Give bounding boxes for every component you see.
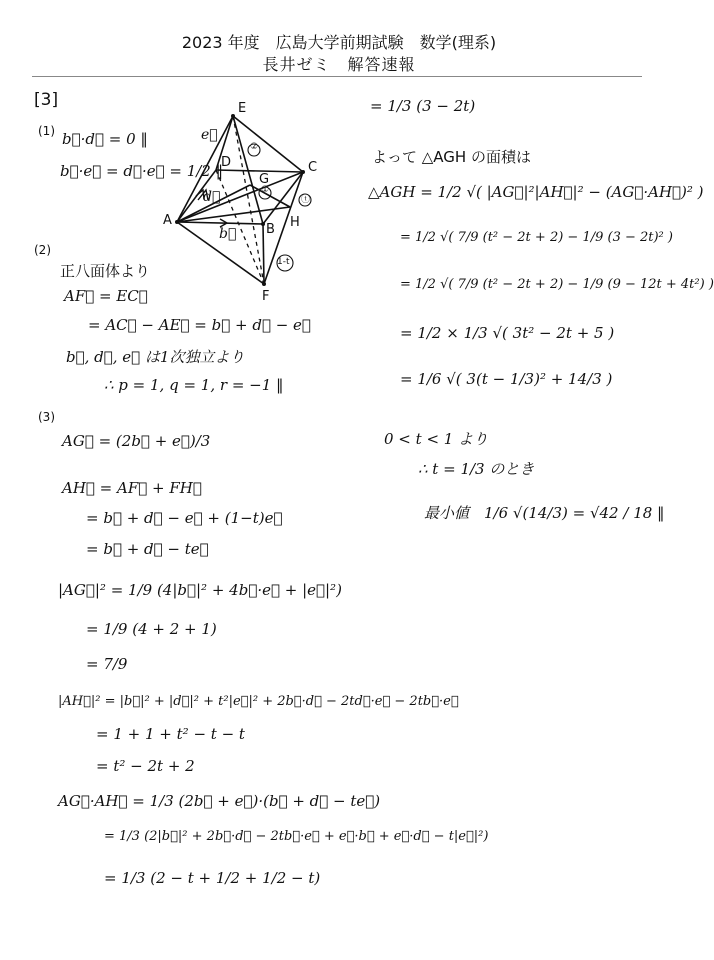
part3-line1: AG⃗ = (2b⃗ + e⃗)/3: [62, 432, 211, 450]
edge-ab: [177, 222, 263, 224]
part2-line2: AF⃗ = EC⃗: [64, 287, 148, 305]
label-g: G: [259, 172, 270, 187]
part1-line1: b⃗·d⃗ = 0 ‖: [62, 130, 148, 148]
part3-line7: = 7/9: [86, 655, 128, 673]
right-line5: = 1/2 √( 7/9 (t² − 2t + 2) − 1/9 (9 − 12t + 4t²) ): [400, 277, 714, 292]
right-line1: = 1/3 (3 − 2t): [370, 97, 476, 115]
part3-line10: = t² − 2t + 2: [96, 757, 195, 775]
label-d: D: [221, 155, 232, 170]
part3-line8: |AH⃗|² = |b⃗|² + |d⃗|² + t²|e⃗|² + 2b⃗·d⃗ − 2td⃗·e⃗ − 2tb⃗·e⃗: [58, 694, 459, 709]
page-title: 2023 年度 広島大学前期試験 数学(理系): [181, 33, 497, 52]
part3-line3: = b⃗ + d⃗ − e⃗ + (1−t)e⃗: [86, 509, 283, 527]
label-vec-d: d⃗: [203, 189, 221, 205]
label-a: A: [163, 213, 172, 228]
label-mark-1: ①: [261, 185, 270, 195]
part2-line5: ∴ p = 1, q = 1, r = −1 ‖: [104, 376, 284, 394]
part3-line4: = b⃗ + d⃗ − te⃗: [86, 540, 209, 558]
vertex-f: [262, 282, 266, 286]
right-line10: 最小値 1/6 √(14/3) = √42 / 18 ‖: [424, 504, 665, 522]
label-mark-t: ⓣ: [301, 195, 311, 205]
right-line4: = 1/2 √( 7/9 (t² − 2t + 2) − 1/9 (3 − 2t)² ): [400, 230, 673, 245]
label-vec-b: b⃗: [219, 226, 237, 242]
label-e: E: [238, 101, 247, 116]
part3-line12: = 1/3 (2|b⃗|² + 2b⃗·d⃗ − 2tb⃗·e⃗ + e⃗·b⃗ + e⃗·d⃗ − t|e⃗|²): [104, 829, 489, 844]
part3-line9: = 1 + 1 + t² − t − t: [96, 725, 245, 743]
part3-label: (3): [38, 410, 55, 424]
problem-number: [3]: [34, 90, 59, 110]
vertex-b: [261, 222, 265, 226]
part3-line11: AG⃗·AH⃗ = 1/3 (2b⃗ + e⃗)·(b⃗ + d⃗ − te⃗): [58, 792, 381, 810]
label-b: B: [266, 222, 275, 237]
right-line9: ∴ t = 1/3 のとき: [418, 460, 535, 478]
label-mark-1t: 1-t: [277, 257, 290, 267]
part1-line2: b⃗·e⃗ = d⃗·e⃗ = 1/2 ‖: [60, 162, 224, 180]
right-line3: △AGH = 1/2 √( |AG⃗|²|AH⃗|² − (AG⃗·AH⃗)² ): [368, 183, 704, 201]
label-c: C: [308, 160, 318, 175]
part2-line4: b⃗, d⃗, e⃗ は1次独立より: [66, 348, 245, 366]
part2-label: (2): [34, 243, 51, 257]
part3-line6: = 1/9 (4 + 2 + 1): [86, 620, 217, 638]
edge-ec: [233, 116, 303, 172]
part3-line5: |AG⃗|² = 1/9 (4|b⃗|² + 4b⃗·e⃗ + |e⃗|²): [58, 581, 342, 599]
part3-line13: = 1/3 (2 − t + 1/2 + 1/2 − t): [104, 869, 321, 887]
right-line2: よって △AGH の面積は: [372, 148, 531, 166]
edge-fb: [263, 224, 264, 284]
part1-label: (1): [38, 124, 55, 138]
label-vec-e: e⃗: [201, 127, 218, 143]
vertex-e: [231, 114, 235, 118]
part2-line3: = AC⃗ − AE⃗ = b⃗ + d⃗ − e⃗: [88, 316, 311, 334]
label-h: H: [290, 215, 300, 230]
part3-line2: AH⃗ = AF⃗ + FH⃗: [62, 479, 202, 497]
label-f: F: [262, 289, 270, 304]
vertex-c: [301, 170, 305, 174]
right-line7: = 1/6 √( 3(t − 1/3)² + 14/3 ): [400, 370, 613, 388]
label-mark-2: ②: [250, 142, 259, 152]
vertex-a: [175, 220, 179, 224]
page-subtitle: 長井ゼミ 解答速報: [262, 55, 416, 74]
right-line8: 0 < t < 1 より: [384, 430, 489, 448]
part2-line1: 正八面体より: [60, 262, 151, 280]
edge-ef-hidden: [233, 116, 264, 284]
right-line6: = 1/2 × 1/3 √( 3t² − 2t + 5 ): [400, 324, 615, 342]
